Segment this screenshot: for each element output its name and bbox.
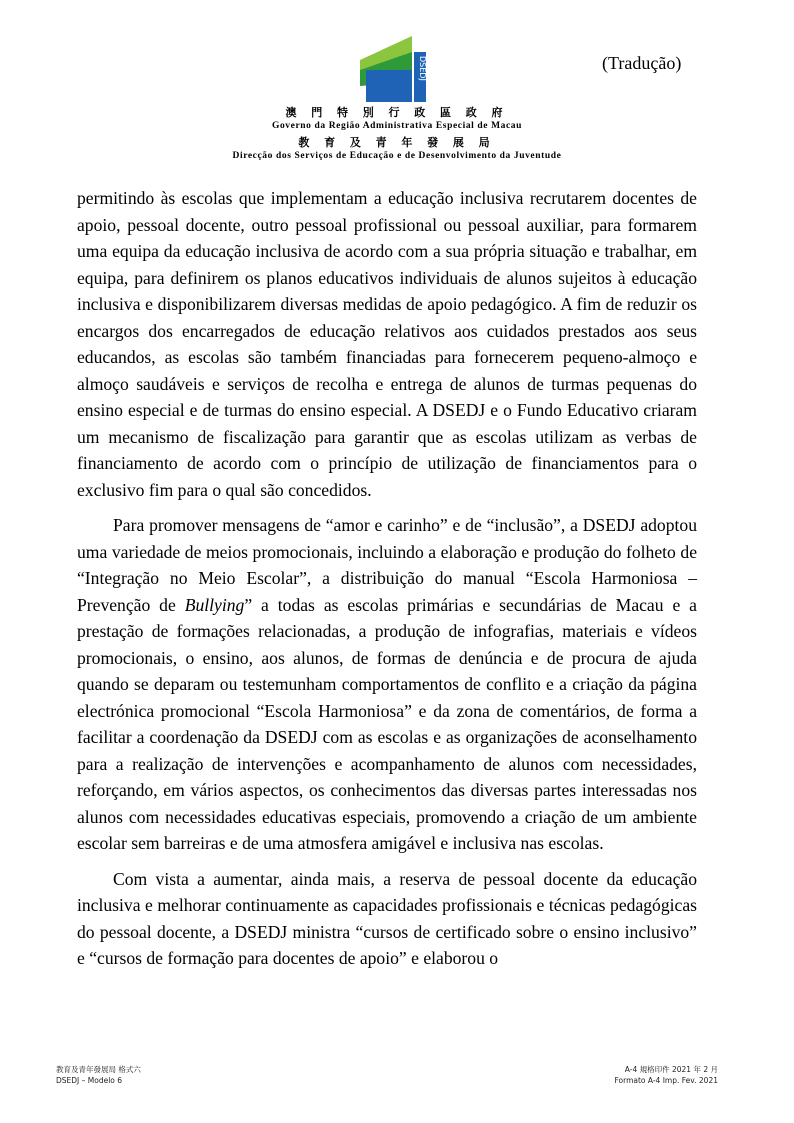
footer-right	[614, 1065, 718, 1086]
org-name-chinese: 澳 門 特 別 行 政 區 政 府	[285, 107, 509, 119]
dsedj-logo	[360, 30, 436, 102]
document-body	[77, 185, 697, 981]
paragraph-2	[77, 512, 697, 857]
footer-format-chinese: A-4 規格印件 2021 年 2 月	[624, 1065, 718, 1074]
svg-text:DSEDJ: DSEDJ	[418, 56, 427, 81]
org-name-portuguese: Governo da Região Administrativa Especial de Macau	[271, 121, 523, 131]
paragraph-3	[77, 866, 697, 972]
paragraph-2-text-end: ” a todas as escolas primárias e secundárias de Macau e a prestação de formações relacionadas, a produção de infografias, materiais e vídeos promocionais, o ensino, aos alunos, de formas de denúncia e de procura de ajuda quando se deparam ou testemunham comportamentos de conflito e a criação da página electrónica promocional “Escola Harmoniosa” e da zona de comentários, de forma a facilitar a coordenação da DSEDJ com as escolas e as organizações de aconselhamento para a realização de intervenções e acompanhamento de alunos com necessidades, reforçando, em vários aspectos, os conhecimentos das diversas partes interessadas nos alunos com necessidades educativas especiais, promovendo a criação de um ambiente escolar sem barreiras e de uma atmosfera amigável e inclusiva nas escolas.	[77, 594, 697, 853]
paragraph-1-text: permitindo às escolas que implementam a educação inclusiva recrutarem docentes de apoio, pessoal docente, outro pessoal profissional ou pessoal auxiliar, para formarem uma equipa da educação inclusiva de acordo com a sua própria situação e trabalhar, em equipa, para definirem os planos educativos individuais de alunos sujeitos à educação inclusiva e disponibilizarem diversas medidas de apoio pedagógico. A fim de reduzir os encargos dos encarregados de educação relativos aos cuidados prestados aos seus educandos, as escolas são também financiadas para fornecerem pequeno-almoço e almoço saudáveis e serviços de recolha e entrega de alunos de turmas pequenas do ensino especial e de turmas do ensino especial. A DSEDJ e o Fundo Educativo criaram um mecanismo de fiscalização para garantir que as escolas utilizam as verbas de financiamento de acordo com o princípio de utilização de financiamentos para o exclusivo fim para o qual são concedidos.	[77, 188, 697, 500]
translation-note: (Tradução)	[602, 53, 682, 73]
paragraph-2-italic: Bullying	[184, 594, 245, 615]
dept-name-chinese: 教 育 及 青 年 發 展 局	[298, 137, 496, 149]
dept-name-portuguese: Direcção dos Serviços de Educação e de Desenvolvimento da Juventude	[232, 151, 562, 161]
footer-form-chinese: 教育及青年發展局 格式六	[56, 1065, 141, 1074]
footer-left	[56, 1065, 141, 1086]
paragraph-2-text-start: Para promover mensagens de “amor e carinho” e de “inclusão”, a DSEDJ adoptou uma variedade de meios promocionais, incluindo a elaboração e produção do folheto de “Integração no Meio Escolar”, a distribuição do manual “Escola Harmoniosa – Prevenção de	[77, 515, 697, 615]
footer-form-portuguese: DSEDJ – Modelo 6	[56, 1075, 123, 1085]
paragraph-3-text: Com vista a aumentar, ainda mais, a reserva de pessoal docente da educação inclusiva e melhorar continuamente as capacidades profissionais e técnicas pedagógicas do pessoal docente, a DSEDJ ministra “cursos de certificado sobre o ensino inclusivo” e “cursos de formação para docentes de apoio” e elaborou o	[77, 868, 697, 968]
footer-format-portuguese: Formato A-4 Imp. Fev. 2021	[614, 1075, 718, 1085]
paragraph-1	[77, 185, 697, 503]
